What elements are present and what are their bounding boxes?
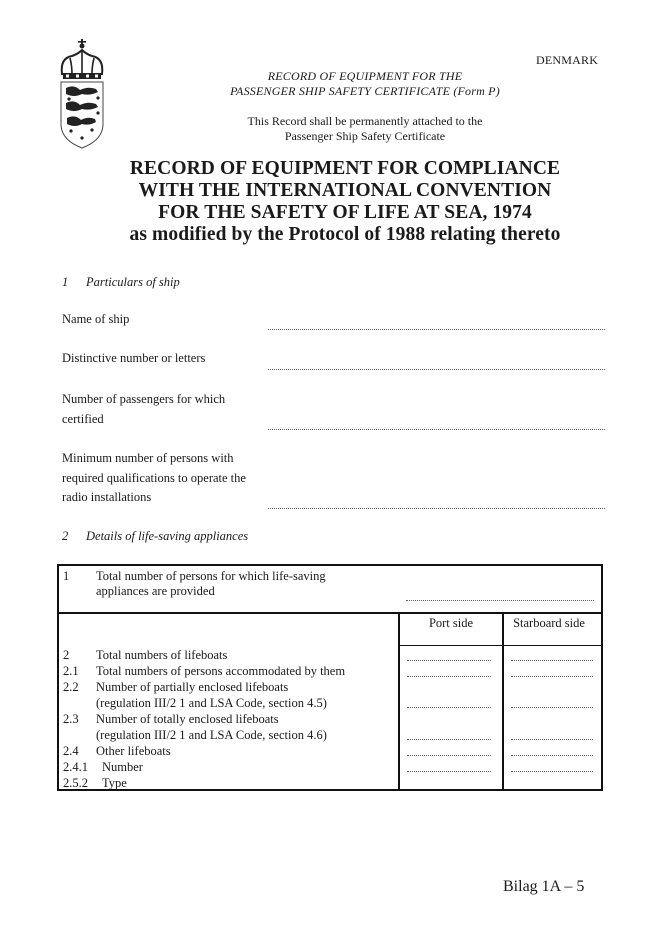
page-label: Bilag 1A – 5 bbox=[503, 878, 585, 895]
row-2-3-number: 2.3 bbox=[63, 712, 79, 726]
totally-enclosed-starboard-field[interactable] bbox=[511, 739, 593, 740]
row-2-5-2-label: Type bbox=[102, 776, 127, 790]
port-column-border bbox=[398, 612, 400, 789]
partially-enclosed-port-field[interactable] bbox=[407, 707, 491, 708]
total-persons-field[interactable] bbox=[406, 600, 594, 601]
row-2-2-number: 2.2 bbox=[63, 680, 79, 694]
section-2-title: Details of life-saving appliances bbox=[86, 529, 249, 543]
other-number-port-field[interactable] bbox=[407, 755, 491, 756]
field-label-distinctive-number: Distinctive number or letters bbox=[62, 351, 206, 365]
distinctive-number-field[interactable] bbox=[268, 369, 605, 370]
section-1-heading bbox=[62, 275, 180, 290]
row-2-1-number: 2.1 bbox=[63, 664, 79, 678]
ship-name-field[interactable] bbox=[268, 329, 605, 330]
life-saving-appliances-table bbox=[57, 564, 603, 791]
section-2-heading bbox=[62, 529, 248, 544]
title-line-4: as modified by the Protocol of 1988 relating thereto bbox=[129, 224, 561, 245]
row-2-4-number: 2.4 bbox=[63, 744, 79, 758]
column-header-underline bbox=[398, 645, 601, 646]
other-number-starboard-field[interactable] bbox=[511, 755, 593, 756]
passengers-certified-field[interactable] bbox=[268, 429, 605, 430]
row-2-4-label: Other lifeboats bbox=[96, 744, 171, 758]
row-1-number: 1 bbox=[63, 569, 70, 583]
other-type-port-field[interactable] bbox=[407, 771, 491, 772]
field-label-passengers-certified: Number of passengers for which certified bbox=[62, 392, 226, 426]
row-2-number: 2 bbox=[63, 648, 70, 662]
row-2-5-2-number: 2.5.2 bbox=[63, 776, 88, 790]
table-divider bbox=[59, 612, 601, 614]
attachment-note-line-1: This Record shall be permanently attached to the bbox=[247, 114, 483, 128]
lifeboats-port-field[interactable] bbox=[407, 660, 491, 661]
subtitle-line-1: RECORD OF EQUIPMENT FOR THE bbox=[267, 69, 463, 83]
title-line-2: WITH THE INTERNATIONAL CONVENTION bbox=[138, 180, 552, 201]
column-header-port-side: Port side bbox=[428, 616, 474, 630]
persons-accommodated-port-field[interactable] bbox=[407, 676, 491, 677]
row-2-2-label: Number of partially enclosed lifeboats bbox=[96, 680, 289, 694]
attachment-note-line-2: Passenger Ship Safety Certificate bbox=[284, 129, 446, 143]
danish-coat-of-arms-icon bbox=[56, 36, 108, 154]
row-1-label-line-2: appliances are provided bbox=[96, 584, 215, 598]
field-label-ship-name: Name of ship bbox=[62, 312, 130, 326]
partially-enclosed-starboard-field[interactable] bbox=[511, 707, 593, 708]
row-1-label-line-1: Total number of persons for which life-saving bbox=[96, 569, 326, 583]
country-label: DENMARK bbox=[536, 53, 599, 67]
lifeboats-starboard-field[interactable] bbox=[511, 660, 593, 661]
row-2-label: Total numbers of lifeboats bbox=[96, 648, 228, 662]
row-2-4-1-number: 2.4.1 bbox=[63, 760, 88, 774]
starboard-column-border bbox=[502, 612, 504, 789]
column-header-starboard-side: Starboard side bbox=[513, 616, 585, 630]
section-1-number: 1 bbox=[62, 275, 69, 289]
form-subtitle bbox=[180, 69, 550, 99]
persons-accommodated-starboard-field[interactable] bbox=[511, 676, 593, 677]
subtitle-line-2: PASSENGER SHIP SAFETY CERTIFICATE (Form P) bbox=[230, 84, 500, 98]
section-2-number: 2 bbox=[62, 529, 69, 543]
row-2-1-label: Total numbers of persons accommodated by them bbox=[96, 664, 346, 678]
other-type-starboard-field[interactable] bbox=[511, 771, 593, 772]
field-label-radio-operators: Minimum number of persons with required qualifications to operate the radio installations bbox=[62, 451, 246, 504]
title-line-3: FOR THE SAFETY OF LIFE AT SEA, 1974 bbox=[158, 202, 532, 223]
radio-operators-field[interactable] bbox=[268, 508, 605, 509]
row-2-2-label-line-2: (regulation III/2 1 and LSA Code, section 4.5) bbox=[96, 696, 327, 710]
row-2-3-label-line-2: (regulation III/2 1 and LSA Code, section 4.6) bbox=[96, 728, 327, 742]
totally-enclosed-port-field[interactable] bbox=[407, 739, 491, 740]
section-1-title: Particulars of ship bbox=[86, 275, 180, 289]
row-2-3-label: Number of totally enclosed lifeboats bbox=[96, 712, 279, 726]
document-title bbox=[100, 158, 590, 246]
attachment-note bbox=[180, 114, 550, 144]
title-line-1: RECORD OF EQUIPMENT FOR COMPLIANCE bbox=[129, 158, 561, 179]
row-2-4-1-label: Number bbox=[102, 760, 143, 774]
